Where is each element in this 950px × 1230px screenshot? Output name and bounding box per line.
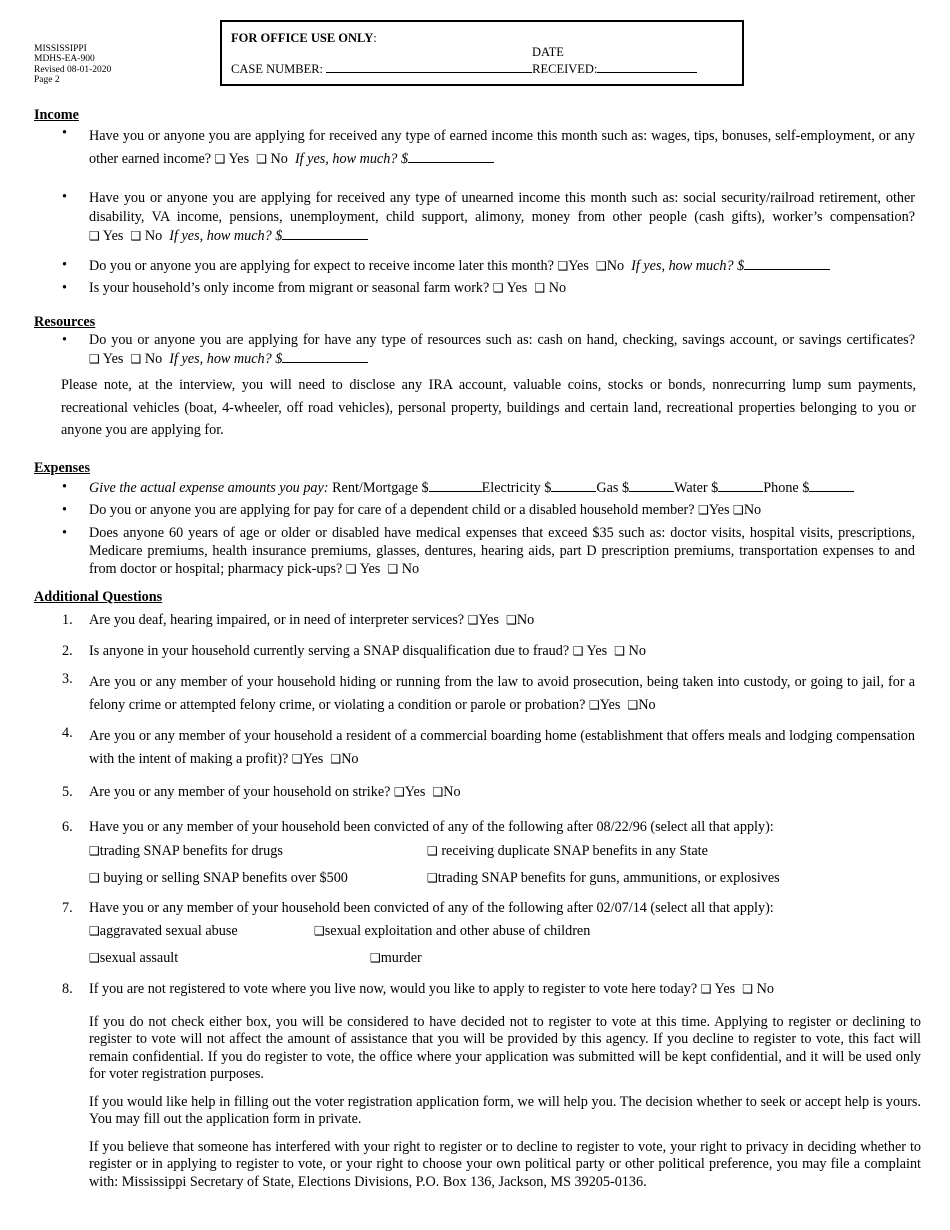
income-heading: Income bbox=[34, 107, 79, 123]
checkbox[interactable]: ❑ bbox=[557, 259, 569, 273]
checkbox[interactable]: ❑ bbox=[387, 561, 399, 576]
checkbox[interactable]: ❑ bbox=[130, 229, 142, 244]
checkbox[interactable]: ❑ bbox=[130, 351, 142, 366]
q7-option-1[interactable]: ❑aggravated sexual abuse bbox=[89, 923, 238, 939]
item-number: 7. bbox=[62, 900, 73, 916]
amount-field[interactable] bbox=[408, 150, 494, 163]
electricity-field[interactable] bbox=[551, 479, 596, 492]
form-meta bbox=[34, 44, 111, 86]
checkbox[interactable]: ❑ bbox=[432, 785, 444, 799]
voter-paragraph-3: If you believe that someone has interfered with your right to register or to decline to register to vote, your right to privacy in deciding whether to register or in applying to register to vote, or your right to choose your own political party or other political preference, you may file a complaint with: Mississippi Secretary of State, Elections Divisions, P.O. Box 136, Jackson, MS 39205-0136. bbox=[89, 1139, 921, 1190]
income-q2: Have you or anyone you are applying for received any type of unearned income this month such as: social security/railroad retirement, other disability, VA income, pensions, unemployment, child support, alimony, money from other people (cash gifts), worker’s compensation? ❑ Yes ❑ No If yes, how much? $ bbox=[89, 190, 915, 245]
received-field[interactable] bbox=[597, 60, 697, 73]
received-label: RECEIVED: bbox=[532, 62, 598, 76]
checkbox[interactable]: ❑ bbox=[89, 924, 100, 938]
additional-q2: Is anyone in your household currently serving a SNAP disqualification due to fraud? ❑ Yes ❑ No bbox=[89, 643, 646, 659]
additional-q6: Have you or any member of your household been convicted of any of the following after 08/22/96 (select all that apply): bbox=[89, 819, 774, 835]
checkbox[interactable]: ❑ bbox=[89, 229, 100, 244]
office-use-title: FOR OFFICE USE ONLY bbox=[231, 31, 374, 45]
additional-q7: Have you or any member of your household been convicted of any of the following after 02/07/14 (select all that apply): bbox=[89, 900, 774, 916]
item-number: 2. bbox=[62, 643, 73, 659]
checkbox[interactable]: ❑ bbox=[595, 259, 607, 273]
water-field[interactable] bbox=[718, 479, 763, 492]
additional-q5: Are you or any member of your household on strike? ❑Yes ❑No bbox=[89, 784, 461, 800]
checkbox[interactable]: ❑ bbox=[614, 644, 626, 658]
bullet: • bbox=[62, 280, 67, 296]
q6-option-3[interactable]: ❑ buying or selling SNAP benefits over $500 bbox=[89, 870, 348, 886]
checkbox[interactable]: ❑ bbox=[742, 982, 754, 996]
checkbox[interactable]: ❑ bbox=[89, 351, 100, 366]
date-label: DATE bbox=[532, 45, 564, 59]
item-number: 6. bbox=[62, 819, 73, 835]
checkbox[interactable]: ❑ bbox=[314, 924, 325, 938]
q6-option-4[interactable]: ❑trading SNAP benefits for guns, ammunitions, or explosives bbox=[427, 870, 780, 886]
income-q4: Is your household’s only income from migrant or seasonal farm work? ❑ Yes ❑ No bbox=[89, 280, 567, 296]
expenses-amounts: Give the actual expense amounts you pay: Rent/Mortgage $ Electricity $ Gas $ Water $ Phone $ bbox=[89, 479, 915, 498]
checkbox[interactable]: ❑ bbox=[256, 152, 267, 167]
checkbox[interactable]: ❑ bbox=[700, 982, 712, 996]
checkbox[interactable]: ❑ bbox=[89, 871, 100, 885]
q6-option-2[interactable]: ❑ receiving duplicate SNAP benefits in any State bbox=[427, 843, 708, 859]
additional-q8: If you are not registered to vote where you live now, would you like to apply to register to vote here today? ❑ Yes ❑ No bbox=[89, 981, 774, 997]
bullet: • bbox=[62, 502, 67, 518]
checkbox[interactable]: ❑ bbox=[534, 281, 546, 295]
item-number: 5. bbox=[62, 784, 73, 800]
amount-field[interactable] bbox=[282, 227, 368, 240]
income-q3: Do you or anyone you are applying for expect to receive income later this month? ❑Yes ❑No If yes, how much? $ bbox=[89, 257, 915, 276]
checkbox[interactable]: ❑ bbox=[89, 844, 100, 858]
checkbox[interactable]: ❑ bbox=[588, 697, 600, 712]
phone-field[interactable] bbox=[809, 479, 854, 492]
bullet: • bbox=[62, 479, 67, 495]
meta-state: MISSISSIPPI bbox=[34, 44, 87, 54]
q7-option-4[interactable]: ❑murder bbox=[370, 950, 422, 966]
bullet: • bbox=[62, 189, 67, 205]
resources-heading: Resources bbox=[34, 314, 96, 330]
gas-field[interactable] bbox=[629, 479, 674, 492]
bullet: • bbox=[62, 257, 67, 273]
item-number: 1. bbox=[62, 612, 73, 628]
checkbox[interactable]: ❑ bbox=[427, 871, 438, 885]
checkbox[interactable]: ❑ bbox=[627, 697, 639, 712]
checkbox[interactable]: ❑ bbox=[89, 951, 100, 965]
meta-form-id: MDHS-EA-900 bbox=[34, 54, 95, 65]
item-number: 4. bbox=[62, 725, 73, 741]
rent-field[interactable] bbox=[429, 479, 482, 492]
case-number-label: CASE NUMBER: bbox=[231, 62, 327, 76]
checkbox[interactable]: ❑ bbox=[291, 751, 303, 766]
checkbox[interactable]: ❑ bbox=[506, 613, 517, 627]
checkbox[interactable]: ❑ bbox=[427, 844, 438, 858]
checkbox[interactable]: ❑ bbox=[572, 644, 584, 658]
item-number: 3. bbox=[62, 671, 73, 687]
amount-field[interactable] bbox=[744, 257, 830, 270]
additional-heading: Additional Questions bbox=[34, 589, 163, 605]
voter-paragraph-2: If you would like help in filling out the voter registration application form, we will help you. The decision whether to seek or accept help is yours. You may fill out the application form in private. bbox=[89, 1094, 921, 1128]
q6-option-1[interactable]: ❑trading SNAP benefits for drugs bbox=[89, 843, 283, 859]
checkbox[interactable]: ❑ bbox=[698, 503, 709, 517]
additional-q3: Are you or any member of your household hiding or running from the law to avoid prosecution, being taken into custody, or going to jail, for a felony crime or attempted felony crime, or violating a condition or parole or probation? ❑Yes ❑No bbox=[89, 674, 915, 713]
meta-revised: Revised 08-01-2020 bbox=[34, 64, 112, 75]
bullet: • bbox=[62, 125, 67, 141]
case-number-field[interactable] bbox=[326, 60, 532, 73]
voter-paragraph-1: If you do not check either box, you will be considered to have decided not to register to vote at this time. Applying to register or declining to register to vote will not affect the amount of assistance that you will be provided by this agency. If you decline to register to vote, this fact will remain confidential. If you do register to vote, the office where your application was submitted will be kept confidential, and it will be used only for voter registration purposes. bbox=[89, 1014, 921, 1082]
checkbox[interactable]: ❑ bbox=[492, 281, 504, 295]
bullet: • bbox=[62, 525, 67, 541]
income-q1: Have you or anyone you are applying for received any type of earned income this month such as: wages, tips, bonuses, self-employment, or any other earned income? ❑ Yes ❑ No If yes, how much? $ bbox=[89, 128, 915, 168]
resources-note: Please note, at the interview, you will need to disclose any IRA account, valuable coins, stocks or bonds, nonrecurring lump sum payments, recreational vehicles (boat, 4-wheeler, off road vehicles), personal property, buildings and certain land, recreational properties belonging to you or anyone you are applying for. bbox=[61, 377, 916, 439]
q7-option-3[interactable]: ❑sexual assault bbox=[89, 950, 179, 966]
additional-q1: Are you deaf, hearing impaired, or in need of interpreter services? ❑Yes ❑No bbox=[89, 612, 535, 628]
resources-q1: Do you or anyone you are applying for have any type of resources such as: cash on hand, checking, savings account, or savings certificates? ❑ Yes ❑ No If yes, how much? $ bbox=[89, 332, 915, 367]
checkbox[interactable]: ❑ bbox=[330, 751, 342, 766]
expenses-heading: Expenses bbox=[34, 460, 90, 476]
checkbox[interactable]: ❑ bbox=[467, 613, 479, 627]
meta-page: Page 2 bbox=[34, 75, 60, 86]
additional-q4: Are you or any member of your household a resident of a commercial boarding home (establishment that offers meals and lodging compensation with the intent of making a profit)? ❑Yes ❑No bbox=[89, 728, 915, 767]
amount-field[interactable] bbox=[282, 350, 368, 363]
checkbox[interactable]: ❑ bbox=[345, 561, 357, 576]
expenses-q2: Do you or anyone you are applying for pay for care of a dependent child or a disabled household member? ❑Yes ❑No bbox=[89, 502, 762, 518]
bullet: • bbox=[62, 332, 67, 348]
expenses-q3: Does anyone 60 years of age or older or disabled have medical expenses that exceed $35 such as: doctor visits, hospital visits, prescriptions, Medicare premiums, health insurance premiums, glasses, dentures, hearing aids, part D prescription premiums, transportation expenses to and from doctor or hospital; pharmacy pick-ups? ❑ Yes ❑ No bbox=[89, 525, 915, 577]
checkbox[interactable]: ❑ bbox=[393, 785, 405, 799]
office-use-box: FOR OFFICE USE ONLY: DATE CASE NUMBER: RECEIVED: bbox=[220, 20, 744, 86]
checkbox[interactable]: ❑ bbox=[214, 152, 226, 167]
checkbox[interactable]: ❑ bbox=[370, 951, 381, 965]
checkbox[interactable]: ❑ bbox=[733, 503, 744, 517]
item-number: 8. bbox=[62, 981, 73, 997]
q7-option-2[interactable]: ❑sexual exploitation and other abuse of children bbox=[314, 923, 591, 939]
